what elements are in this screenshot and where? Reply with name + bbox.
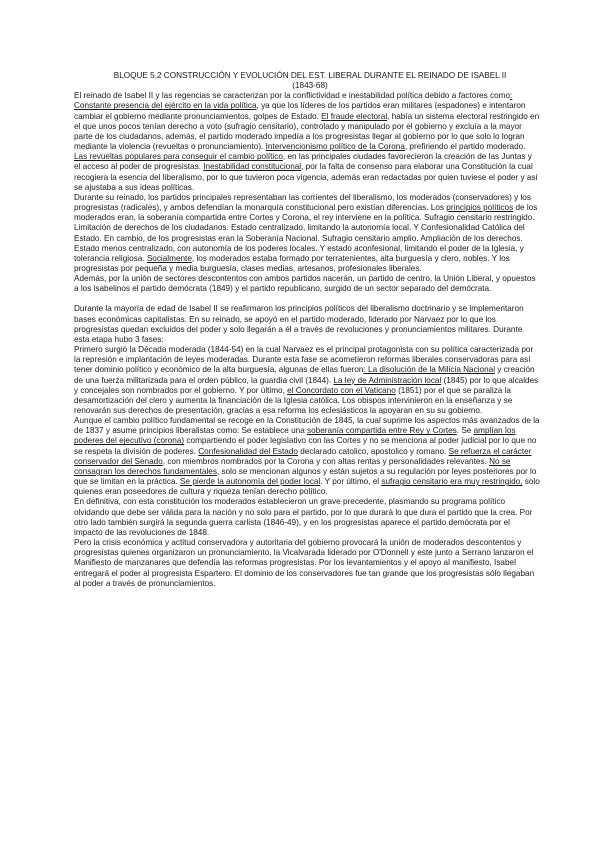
underlined-phrase: Se refuerza el carácter conservador del Senado (74, 446, 532, 466)
underlined-phrase: el Concordato con el Vaticano (287, 385, 396, 395)
underlined-phrase: Confesionalidad del Estado (198, 446, 298, 456)
underlined-phrase: : La disolución de la Milicia Nacional (363, 365, 496, 375)
text-run: compartiendo el poder legislativo con las Cortes y no se menciona al poder judicial por lo que no se respeta la división de poderes. (74, 436, 537, 456)
text-run: Primero surgió la Década moderada (1844-54) en la cual Narvaez es el principal protagonista con su política caracterizada por la represión e implantación de leyes moderadas. Durante esta fase se acometieron reformas liberales conservadoras para así tener dominio político y económico de la alta burguesía, algunas de ellas fueron (74, 345, 534, 375)
underlined-phrase: Las revueltas populares para conseguir el cambio político (74, 152, 283, 162)
paragraph-en-definitiva (74, 497, 540, 538)
text-run: , los moderados estaba formado por terratenientes, alta burguesía y clero, nobles. Y los progresistas por pequeña y media burguesía, clases medias, artesanos, profesionales liberales. (74, 253, 510, 273)
text-run: Durante la mayoría de edad de Isabel II se reafirmaron los principios políticos del liberalismo doctrinario y se implementaron bases económicas capitalistas. En su reinado, se apoyó en el partido moderado, liderado por Narvaez por lo que los progresistas quedan excluidos del poder y solo llegarán a él a través de revoluciones y pronunciamientos militares. Durante esta etapa hubo 3 fases: (74, 304, 524, 344)
text-run: El reinado de Isabel II y las regencias se caracterizan por la conflictividad e inestabilidad política debido a factores como (74, 91, 511, 101)
underlined-phrase: La ley de Administración local (333, 375, 442, 385)
underlined-phrase: El fraude electoral (321, 111, 388, 121)
text-run: , solo se mencionan algunos y están sujetos a su regulación por leyes posteriores por lo que se limitan en la práctica. (74, 466, 537, 487)
text-run: . Se (456, 426, 474, 436)
paragraph-decada-moderada (74, 345, 540, 416)
text-run: . Y por último, el (320, 477, 382, 487)
text-run: Aunque el cambio político fundamental se recoge en la Constitución de 1845, la cual suprime los aspectos más avanzados de la de 1837 y asume principios liberalistas como: Se establece una (74, 416, 540, 436)
text-run: , ya que los líderes de los partidos eran militares (espadones) e intentaron cambiar el gobierno mediante pronunciamientos, golpes de Estado. (74, 101, 526, 121)
underlined-phrase: principios políticos (446, 203, 514, 213)
paragraph-crisis (74, 538, 540, 589)
document-title (74, 71, 546, 91)
underlined-phrase: sufragio censitario era muy restringido, (381, 477, 523, 487)
underlined-phrase: Inestabilidad constitucional (203, 162, 302, 172)
text-run: de los moderados eran, la soberanía compartida entre Cortes y Corona, el rey interviene en la política. Sufragio censitario restringido. Limitación de derechos de los ciudadanos. Estado centralizado, limitando la autonomía local. Y Confesionalidad Católica del Estado. En cambio, de los progresistas eran la Soberanía Nacional. Sufragio censitario amplio. Ampliación de los derechos. Estado menos centralizado, con autonomía de los poderes locales. Y estado aconfesional, limitando el poder de la Iglesia, y tolerancia religiosa. (74, 203, 538, 263)
text-run: Pero la crisis económica y actitud conservadora y autoritaria del gobierno provocará la unión de moderados descontentos y progresistas quienes organizaron un pronunciamiento, la Vicalvarada liderado por O'Donnell y este junto a Serrano lanzaron el Manifiesto de manzanares que defendía las reformas progresistas. Por los levantamientos y el apoyo al manifiesto, Isabel entregará el poder al progresista Espartero. El dominio de los conservadores fue tan grande que los progresistas sólo llegaban al poder a través de pronunciamientos. (74, 538, 535, 588)
text-run: y creación de una fuerza militarizada para el orden público, la guardia civil (1844). (74, 365, 535, 385)
paragraph-mayoria-edad (74, 304, 540, 345)
text-run: , por la falta de consenso para elaborar una Constitución la cual recogiera la esencia del liberalismo, por lo que tuvieron poca vigencia, además eran redactadas por quien tuviese el poder y así se ajustaba a sus ideas políticas. (74, 162, 538, 192)
paragraph-constitucion-1845 (74, 416, 540, 497)
text-run: (1851) por el que se paraliza la desamortización del clero y aumenta la financiación de la Iglesia católica. Los obispos intervinieron en la enseñanza y se renovarán sus derechos de presentación, gracias a esa reforma los eclesiásticos la apoyaran en su su gobierno. (74, 385, 513, 415)
paragraph-partidos (74, 193, 540, 274)
paragraph-conflictividad (74, 91, 540, 193)
paragraph-gap (74, 294, 540, 304)
underlined-phrase: amplían los poderes del ejecutivo (corona) (74, 426, 516, 446)
underlined-phrase: : Constante presencia del ejército en la vida política (74, 91, 513, 111)
title-line-2: (1843-68) (292, 81, 328, 91)
underlined-phrase: Intervencionismo político de la Corona (265, 142, 405, 152)
underlined-phrase: soberanía compartida entre Rey y Cortes (307, 426, 457, 436)
text-run: , prefiriendo el partido moderado. (404, 142, 526, 152)
text-run: , con miembros nombrados por la Corona y con altas rentas y personalidades relevantes. (162, 456, 490, 466)
paragraph-nuevos-partidos (74, 274, 540, 294)
underlined-phrase: Socialmente (146, 253, 192, 263)
underlined-phrase: No se consagran los derechos fundamentales (74, 456, 511, 476)
title-line-1: BLOQUE 5.2 CONSTRUCCIÓN Y EVOLUCIÓN DEL EST. LIBERAL DURANTE EL REINADO DE ISABEL II (113, 71, 507, 80)
text-run: , había un sistema electoral restringido en el que unos pocos tenían derecho a voto (sufragio censitario), controlado y manipulado por el gobierno y excluía a la mayor parte de los ciudadanos, además, el partido moderado impedía a los progresistas llegar al gobierno por lo que solo lo logran mediante la violencia (revueltas o pronunciamiento). (74, 111, 540, 152)
text-run: , en las principales ciudades favorecieron la creación de las Juntas y el acceso al poder de progresistas. (74, 152, 532, 172)
text-run: Durante su reinado, los partidos principales representaban las corrientes del liberalismo, los moderados (conservadores) y los progresistas (radicales), y ambos defendían la monarquía constitucional pero existían diferencias. Los (74, 192, 531, 213)
text-run: solo quienes eran poseedores de cultura y riqueza tenían derecho político. (74, 477, 540, 497)
underlined-phrase: Se pierde la autonomía del poder local (180, 477, 321, 487)
text-run: (1845) por lo que alcaldes y concejales son nombrados por el gobierno. Y por último, (74, 375, 539, 395)
text-run: declarado catolico, apostolico y romano. (297, 446, 449, 456)
text-run: En definitiva, con esta constitución los moderados establecieron un grave precedente, plasmando su programa político olvidando que debe ser válida para la nación y no solo para el partido, por lo que durará lo que dura el partido que la crea. Por otro lado también surgirá la segunda guerra carlista (1846-49), y en los progresistas aparece el partido demócrata por el impacto de las revoluciones de 1848. (74, 497, 533, 537)
text-run: Además, por la unión de sectores descontentos con ambos partidos nacerán, un partido de centro, la Unión Liberal, y opuestos a los isabelinos el partido demócrata (1849) y el partido republicano, surgido de un sector separado del demócrata. (74, 274, 536, 294)
